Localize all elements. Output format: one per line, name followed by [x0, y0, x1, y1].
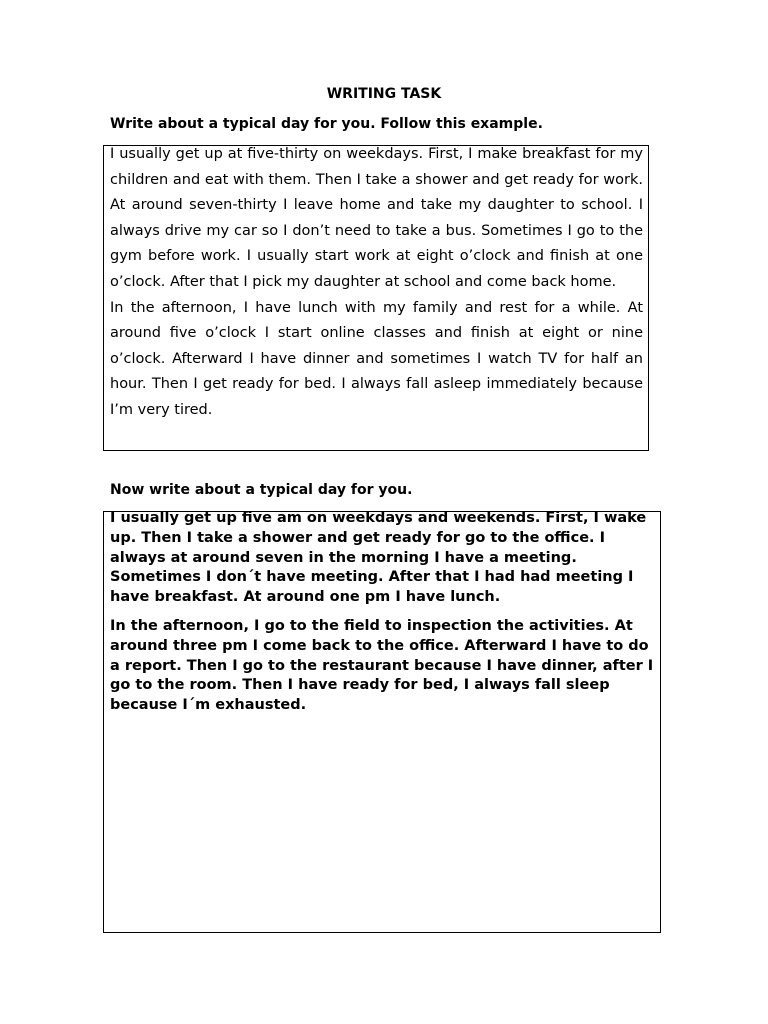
answer-box[interactable]: [103, 511, 661, 933]
answer-paragraph-2[interactable]: In the afternoon, I go to the field to inspection the activities. At around three pm I come back to the office. Afterward I have to do a report. Then I go to the restaurant because I have dinner, after I go to the room. Then I have ready for bed, I always fall sleep because I´m exhausted.: [110, 617, 654, 714]
example-paragraph-2: In the afternoon, I have lunch with my family and rest for a while. At around five o’clock I start online classes and finish at eight or nine o’clock. Afterward I have dinner and sometimes I watch TV for half an hour. Then I get ready for bed. I always fall asleep immediately because I’m very tired.: [110, 299, 643, 418]
example-instruction: Write about a typical day for you. Follow this example.: [110, 116, 543, 132]
answer-paragraph-1[interactable]: I usually get up five am on weekdays and weekends. First, I wake up. Then I take a shower and get ready for go to the office. I always at around seven in the morning I have a meeting. Sometimes I don´t have meeting. After that I had had meeting I have breakfast. At around one pm I have lunch.: [110, 510, 647, 606]
example-paragraph-1: I usually get up at five-thirty on weekdays. First, I make breakfast for my children and eat with them. Then I take a shower and get ready for work. At around seven-thirty I leave home and take my daughter to school. I always drive my car so I don’t need to take a bus. Sometimes I go to the gym before work. I usually start work at eight o’clock and finish at one o’clock. After that I pick my daughter at school and come back home.: [110, 146, 643, 290]
page-title: WRITING TASK: [326, 86, 442, 102]
answer-text[interactable]: [110, 509, 658, 716]
example-text: [110, 142, 643, 424]
example-box: [103, 145, 649, 451]
answer-instruction: Now write about a typical day for you.: [110, 482, 413, 498]
